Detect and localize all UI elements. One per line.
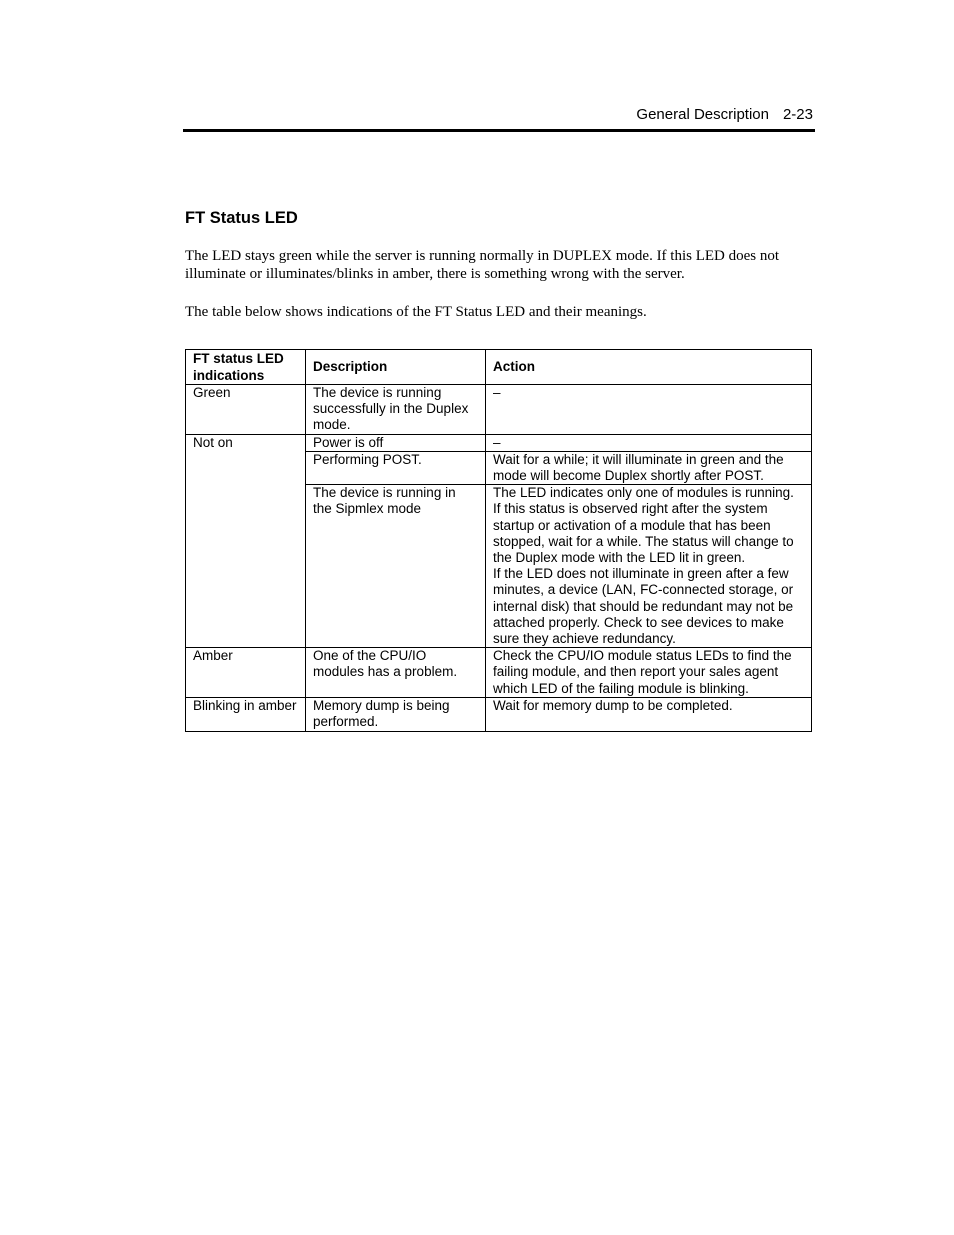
action-line: If the LED does not illuminate in green after a few minutes, a device (LAN, FC-connected storage, or internal disk) that should be redundant may not be attached properly. Check to see devices to make sure they achieve redundancy. — [493, 566, 794, 647]
action-cell: – — [486, 434, 812, 451]
column-header-action: Action — [486, 350, 812, 385]
action-cell: Wait for memory dump to be completed. — [486, 697, 812, 731]
column-header-description: Description — [306, 350, 486, 385]
section-title: FT Status LED — [185, 209, 298, 227]
header-section-title: General Description — [636, 106, 769, 123]
indication-cell: Blinking in amber — [186, 697, 306, 731]
description-cell: The device is running successfully in the Duplex mode. — [306, 385, 486, 435]
table-intro-paragraph: The table below shows indications of the FT Status LED and their meanings. — [185, 304, 647, 320]
table-row — [186, 434, 812, 451]
header-text — [636, 106, 813, 123]
description-cell: Performing POST. — [306, 451, 486, 484]
table-row — [186, 648, 812, 698]
table-header-row — [186, 350, 812, 385]
table-row — [186, 697, 812, 731]
intro-paragraph: The LED stays green while the server is running normally in DUPLEX mode. If this LED does not illuminate or illuminates/blinks in amber, there is something wrong with the server. — [185, 248, 780, 282]
table-row — [186, 385, 812, 435]
description-cell: Memory dump is being performed. — [306, 697, 486, 731]
action-cell: – — [486, 385, 812, 435]
indication-cell: Not on — [186, 434, 306, 648]
page-header — [183, 104, 815, 132]
action-cell — [486, 485, 812, 648]
indication-cell: Amber — [186, 648, 306, 698]
page-number: 2-23 — [782, 106, 813, 123]
action-line: The LED indicates only one of modules is running. If this status is observed right after the system startup or activation of a module that has been stopped, wait for a while. The status will change to the Duplex mode with the LED lit in green. — [493, 485, 794, 566]
ft-status-led-table — [185, 349, 812, 732]
action-cell: Wait for a while; it will illuminate in green and the mode will become Duplex shortly after POST. — [486, 451, 812, 484]
description-cell: Power is off — [306, 434, 486, 451]
action-cell: Check the CPU/IO module status LEDs to find the failing module, and then report your sales agent which LED of the failing module is blinking. — [486, 648, 812, 698]
description-cell: One of the CPU/IO modules has a problem. — [306, 648, 486, 698]
column-header-indications: FT status LED indications — [186, 350, 306, 385]
description-cell: The device is running in the Sipmlex mode — [306, 485, 486, 648]
indication-cell: Green — [186, 385, 306, 435]
